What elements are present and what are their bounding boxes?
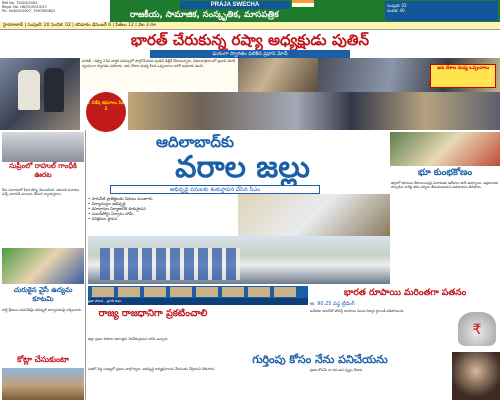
highlight-box: ఇరు దేశాల మధ్య ఒప్పందాలు	[430, 64, 496, 88]
gur-text: ప్రజల కోసమే నా పని అని స్పష్టం చేశారు.	[310, 368, 364, 372]
fort-photo	[2, 368, 84, 400]
list-item-text: సాగునీటి ప్రాజెక్టులకు నిధులు మంజూరు	[91, 196, 153, 201]
land-headline: భూ కుంభకోణం	[417, 168, 473, 178]
welcome-photo	[238, 58, 318, 92]
thumbnail	[92, 287, 114, 297]
list-item-text: పరిశ్రమల స్థాపన	[91, 216, 118, 221]
center-main-title: వరాల జల్లు	[175, 150, 310, 185]
thumbnail	[274, 287, 296, 297]
thumbnail	[144, 287, 166, 297]
list-item-text: విద్యాసంస్థల అభివృద్ధి	[91, 201, 126, 206]
bottom-story-text: సభలో పెద్ద సంఖ్యలో ప్రజలు పాల్గొన్నారు. అభివృద్ధి కార్యక్రమాలను వేగవంతం చేస్తామని తెలిపారు.	[88, 367, 215, 371]
rupee-headline: భారత రూపాయి మరింతగా పతనం	[343, 288, 467, 298]
list-item: • ఎయిర్‌పోర్టు ఏర్పాటు హామీ	[88, 211, 134, 216]
delegation-photo-strip	[128, 92, 500, 130]
fort-headline: కోట్లా చేసుకుంటా	[17, 355, 69, 364]
person-figure	[44, 68, 64, 112]
info-line: Regd. No. HD/01/0019/23	[2, 5, 47, 10]
feature-badge: 3 విశేష కథనాలు పేజీ 2	[86, 92, 126, 132]
masthead-right-info	[385, 1, 498, 21]
info-line: Ph: 9440010007, 7997080822	[2, 9, 56, 14]
list-item: • సాగునీటి ప్రాజెక్టులకు నిధులు మంజూరు	[88, 196, 153, 201]
congress-text: పార్టీ శ్రేణులు సమావేశమై భవిష్యత్ కార్యాచరణపై చర్చించారు.	[2, 308, 82, 312]
person-figure	[18, 70, 40, 110]
thumbnail	[170, 287, 192, 297]
gur-headline: గుర్తింపు కోసం నేను పనిచేయను	[252, 353, 388, 366]
sub-headline: ఘనంగా స్వాగతం పలికిన ప్రధాని మోదీ	[150, 50, 350, 58]
thumbnail-caption: ప్రజా పాలన - ప్రగతి పథం	[88, 298, 308, 305]
info-line: RNI No. 75020/2002	[2, 1, 38, 5]
list-item: • పరిశ్రమల స్థాపన	[88, 216, 118, 221]
capital-headline: రాజ్య రాజధానిగా ప్రకటించాలి	[88, 307, 218, 337]
rupee-text: అమెరికా డాలర్‌తో పోలిస్తే రూపాయి విలువ రికార్డు స్థాయికి పడిపోయింది.	[310, 309, 405, 313]
masthead-tagline: రాజకీయ, సామాజిక, సంస్కృతిక, మాసపత్రిక	[130, 10, 279, 20]
capital-text: జిల్లా ప్రజల చిరకాల ఆకాంక్షను నెరవేరుస్తామని హామీ ఇచ్చారు.	[88, 337, 169, 341]
list-item: • విద్యాసంస్థల అభివృద్ధి	[88, 201, 126, 206]
masthead-left-info	[0, 0, 110, 22]
top-story-text: భారత్ - రష్యా 23వ వార్షిక సదస్సులో పాల్గొనేందుకు పుతిన్ ఢిల్లీకి చేరుకున్నారు. విమానాశ్రయంలో ప్రధాని మోదీ స్వయంగా స్వాగతం పలికారు. ఇరు దేశాల మధ్య కీలక ఒప్పందాలు జరిగే అవకాశం ఉంది.	[80, 58, 238, 90]
list-item: • రహదారుల నిర్మాణానికి శంకుస్థాపన	[88, 206, 146, 211]
rupee-bag-icon: ₹	[458, 312, 496, 346]
land-text: జిల్లాలో భూముల కేటాయింపుపై విచారణకు ఆదేశాలు జారీ అయ్యాయి. అక్రమాలకు పాల్పడిన వారిపై కఠిన చర్యలు తీసుకుంటామని అధికారులు తెలిపారు.	[391, 181, 499, 190]
thumbnail	[248, 287, 270, 297]
main-headline: భారత్ చేరుకున్న రష్యా అధ్యక్షుడు పుతిన్	[0, 30, 500, 50]
land-photo	[390, 132, 500, 166]
center-subhead: అభివృద్ధి పనులకు శంకుస్థాపన చేసిన సీఎం	[110, 185, 320, 194]
supreme-court-photo	[2, 132, 84, 162]
info-line: సంచిక: 40	[387, 8, 405, 13]
rupee-subhead: అ. 90.25 వద్ద ట్రేడింగ్	[310, 301, 355, 307]
supreme-court-headline: సుప్రీంలో రాహుల్ గాంధీకి ఊరట	[9, 162, 77, 179]
portrait-photo	[452, 352, 500, 400]
putin-modi-photo	[0, 58, 80, 130]
adilabad-kicker: ఆదిలాబాద్‌కు	[156, 133, 234, 151]
congress-headline: చురుకైన వైసీ ఉద్యమ కూటమి	[13, 286, 73, 303]
issue-bar: హైదరాబాద్ | సంపుటి: 20 సంచిక: 02 | శనివారం డిసెంబర్ 6 | పేజీలు 12 | వెల 3 రూ.	[0, 22, 500, 30]
info-line: సంపుటి: 02	[387, 3, 407, 8]
bullet-list	[88, 196, 238, 236]
supreme-court-text: కేసు విచారణలో కీలక తీర్పు వెలువడింది. తదుపరి విచారణ వచ్చే వారానికి వాయిదా వేసింది న్యాయస్థానం.	[2, 188, 79, 197]
masthead-logo: PRAJA SWECHA	[180, 1, 290, 9]
thumbnail	[222, 287, 244, 297]
cm-photo	[238, 194, 390, 236]
list-item-text: రహదారుల నిర్మాణానికి శంకుస్థాపన	[91, 206, 146, 211]
students-figure-group	[100, 248, 240, 280]
thumbnail	[118, 287, 140, 297]
thumbnail	[196, 287, 218, 297]
list-item-text: ఎయిర్‌పోర్టు ఏర్పాటు హామీ	[91, 211, 134, 216]
congress-photo	[2, 248, 84, 284]
